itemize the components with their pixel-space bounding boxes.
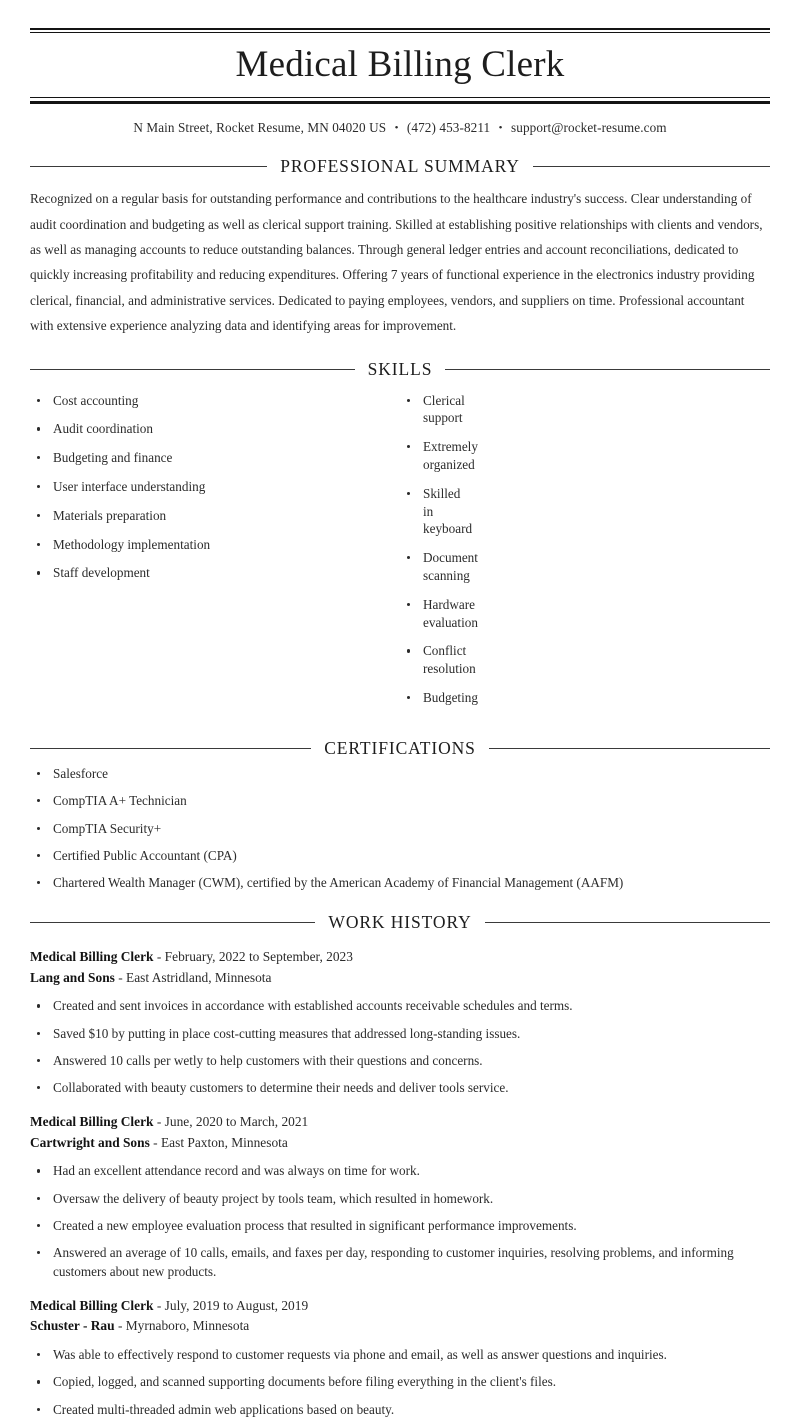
summary-section-heading <box>30 156 770 177</box>
section-professional-summary <box>30 156 770 338</box>
header-top-rule <box>30 28 770 33</box>
section-certifications <box>30 738 770 892</box>
list-item: Cost accounting <box>30 392 400 410</box>
list-item: Answered 10 calls per wetly to help customers with their questions and concerns. <box>30 1052 770 1071</box>
list-item: Clerical support <box>400 392 423 428</box>
work-history-entry <box>30 947 770 1098</box>
list-item: Created multi-threaded admin web applications based on beauty. <box>30 1401 770 1419</box>
list-item: Answered an average of 10 calls, emails, and faxes per day, responding to customer inquiries, resolving problems, and informing customers about new products. <box>30 1244 770 1281</box>
job-title: Medical Billing Clerk <box>30 1297 154 1313</box>
list-item: Copied, logged, and scanned supporting documents before filing everything in the client's files. <box>30 1373 770 1392</box>
list-item: Document scanning <box>400 549 423 585</box>
heading-rule-left <box>30 369 355 370</box>
heading-rule-left <box>30 748 311 749</box>
job-title-line <box>30 1112 770 1133</box>
job-bullet-list <box>30 1346 770 1419</box>
contact-separator-1: • <box>394 121 399 134</box>
certifications-list <box>30 765 770 892</box>
job-dash: - <box>153 1134 158 1150</box>
certifications-section-heading <box>30 738 770 759</box>
job-location: East Astridland, Minnesota <box>126 969 272 985</box>
list-item: Staff development <box>30 564 400 582</box>
job-company: Lang and Sons <box>30 969 115 985</box>
job-company-line <box>30 968 770 989</box>
list-item: Skilled in keyboard <box>400 485 423 538</box>
list-item: Saved $10 by putting in place cost-cutting measures that addressed long-standing issues. <box>30 1025 770 1044</box>
contact-line <box>30 120 770 136</box>
job-dash: - <box>156 1297 162 1313</box>
job-dates: February, 2022 to September, 2023 <box>164 948 353 964</box>
job-title-line <box>30 1296 770 1317</box>
list-item: Oversaw the delivery of beauty project by tools team, which resulted in homework. <box>30 1190 770 1209</box>
job-company-line <box>30 1316 770 1337</box>
job-title-line <box>30 947 770 968</box>
job-dash: - <box>156 948 162 964</box>
job-dates: June, 2020 to March, 2021 <box>164 1113 309 1129</box>
contact-phone[interactable]: (472) 453-8211 <box>406 120 491 136</box>
heading-rule-right <box>485 922 770 923</box>
contact-email[interactable]: support@rocket-resume.com <box>511 120 667 136</box>
work-history-section-heading <box>30 912 770 933</box>
heading-rule-left <box>30 922 315 923</box>
summary-paragraph: Recognized on a regular basis for outstanding performance and contributions to the healthcare industry's success. Clear understanding of audit coordination and budgeting as well as clerical support training. Skilled at establishing positive relationships with clients and vendors, as well as managing accounts to reduce outstanding balances. Through general ledger entries and account reconciliations, dedicated to quickly increasing profitability and reducing expenditures. Offering 7 years of functional experience in the electronics industry providing clerical, financial, and administrative services. Dedicated to paying employees, vendors, and suppliers on time. Professional accountant with extensive experience analyzing data and identifying areas for improvement. <box>30 191 763 334</box>
skills-right-list <box>400 392 478 707</box>
heading-rule-right <box>445 369 770 370</box>
job-company: Schuster - Rau <box>30 1318 115 1334</box>
skills-columns <box>30 386 770 718</box>
contact-address: N Main Street, Rocket Resume, MN 04020 US <box>133 120 387 136</box>
job-company-line <box>30 1133 770 1154</box>
header-bottom-rule-thick <box>30 101 770 104</box>
certifications-heading-label: CERTIFICATIONS <box>324 737 476 758</box>
job-dates: July, 2019 to August, 2019 <box>164 1297 309 1313</box>
list-item: Budgeting <box>400 689 423 707</box>
page-title: Medical Billing Clerk <box>235 44 565 85</box>
list-item: Created a new employee evaluation process that resulted in significant performance improvements. <box>30 1217 770 1236</box>
list-item: Methodology implementation <box>30 536 400 554</box>
job-title: Medical Billing Clerk <box>30 948 154 964</box>
work-history-heading-label: WORK HISTORY <box>328 911 472 932</box>
list-item: Salesforce <box>30 765 770 783</box>
list-item: Budgeting and finance <box>30 449 400 467</box>
contact-separator-2: • <box>498 121 503 134</box>
work-history-entry <box>30 1296 770 1419</box>
job-dash: - <box>117 1318 123 1334</box>
skills-heading-label: SKILLS <box>367 358 433 379</box>
list-item: Conflict resolution <box>400 642 423 678</box>
heading-rule-left <box>30 166 267 167</box>
heading-rule-right <box>489 748 770 749</box>
section-work-history <box>30 912 770 1419</box>
work-history-entry <box>30 1112 770 1282</box>
job-bullet-list <box>30 1162 770 1281</box>
job-dash: - <box>118 969 123 985</box>
header-bottom-rule-thin <box>30 97 770 98</box>
list-item: CompTIA Security+ <box>30 820 770 838</box>
resume-header <box>30 28 770 136</box>
resume-page <box>0 28 800 1417</box>
list-item: Hardware evaluation <box>400 596 423 632</box>
list-item: Audit coordination <box>30 420 400 438</box>
list-item: Was able to effectively respond to customer requests via phone and email, as well as answer questions and inquiries. <box>30 1346 770 1365</box>
list-item: Certified Public Accountant (CPA) <box>30 847 770 865</box>
skills-section-heading <box>30 359 770 380</box>
job-title: Medical Billing Clerk <box>30 1113 154 1129</box>
job-dash: - <box>156 1113 162 1129</box>
list-item: Created and sent invoices in accordance with established accounts receivable schedules and terms. <box>30 997 770 1016</box>
summary-heading-label: PROFESSIONAL SUMMARY <box>280 156 520 177</box>
list-item: Materials preparation <box>30 507 400 525</box>
list-item: User interface understanding <box>30 478 400 496</box>
section-skills <box>30 359 770 718</box>
list-item: Extremely organized <box>400 438 423 474</box>
list-item: Chartered Wealth Manager (CWM), certified by the American Academy of Financial Management (AAFM) <box>30 874 770 892</box>
heading-rule-right <box>533 166 770 167</box>
job-company: Cartwright and Sons <box>30 1134 150 1150</box>
list-item: Collaborated with beauty customers to determine their needs and deliver tools service. <box>30 1079 770 1098</box>
list-item: CompTIA A+ Technician <box>30 792 770 810</box>
job-bullet-list <box>30 997 770 1097</box>
job-location: Myrnaboro, Minnesota <box>125 1318 250 1334</box>
list-item: Had an excellent attendance record and was always on time for work. <box>30 1162 770 1181</box>
job-location: East Paxton, Minnesota <box>160 1134 288 1150</box>
